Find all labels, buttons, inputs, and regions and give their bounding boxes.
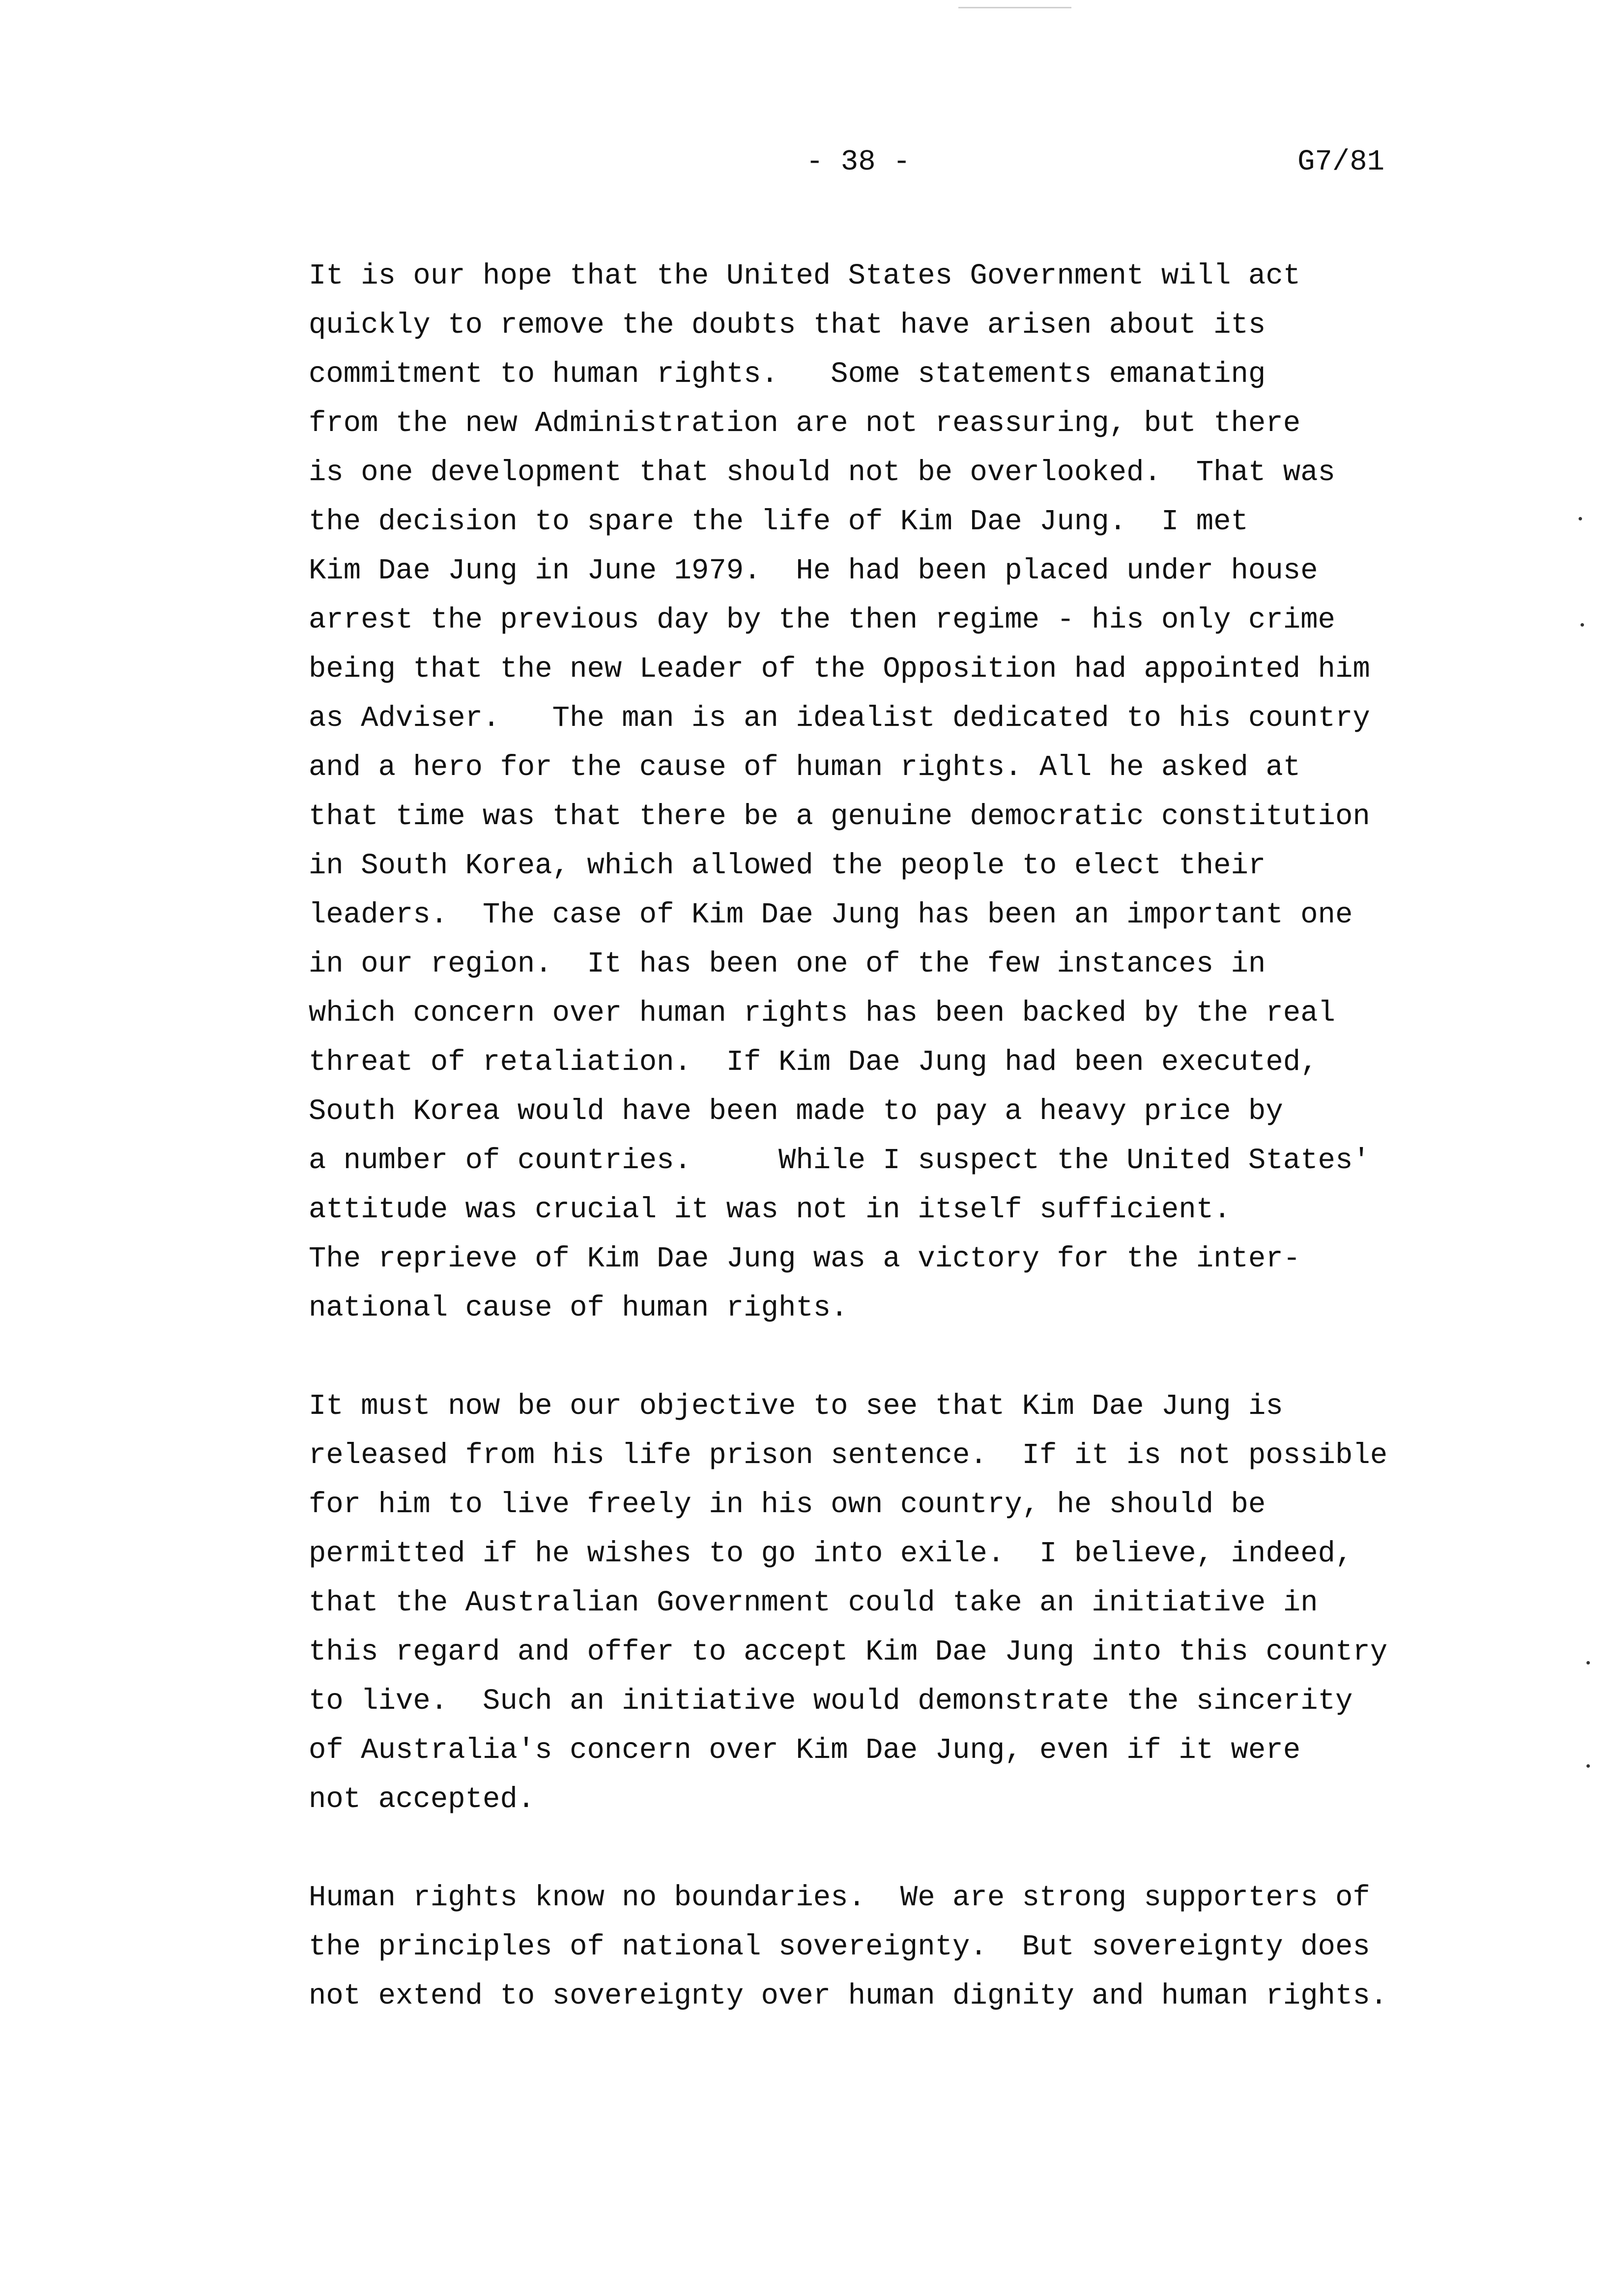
- text-line: as Adviser. The man is an idealist dedicated to his country: [309, 702, 1370, 735]
- margin-scan-mark: [1586, 1661, 1590, 1665]
- text-line: of Australia's concern over Kim Dae Jung, even if it were: [309, 1734, 1301, 1767]
- text-line: in our region. It has been one of the few instances in: [309, 947, 1266, 980]
- text-line: the decision to spare the life of Kim Dae Jung. I met: [309, 505, 1248, 538]
- text-line: attitude was crucial it was not in itself sufficient.: [309, 1193, 1231, 1226]
- text-line: this regard and offer to accept Kim Dae Jung into this country: [309, 1636, 1388, 1668]
- text-line: South Korea would have been made to pay a heavy price by: [309, 1095, 1283, 1128]
- text-line: threat of retaliation. If Kim Dae Jung had been executed,: [309, 1046, 1318, 1079]
- text-line: Kim Dae Jung in June 1979. He had been placed under house: [309, 554, 1318, 587]
- margin-scan-mark: [1586, 1764, 1590, 1768]
- text-line: from the new Administration are not reassuring, but there: [309, 407, 1301, 440]
- text-line: which concern over human rights has been backed by the real: [309, 997, 1335, 1030]
- text-line: permitted if he wishes to go into exile. I believe, indeed,: [309, 1537, 1353, 1570]
- text-line: It must now be our objective to see that Kim Dae Jung is: [309, 1390, 1283, 1423]
- text-line: Human rights know no boundaries. We are strong supporters of: [309, 1881, 1370, 1914]
- text-line: that time was that there be a genuine democratic constitution: [309, 800, 1370, 833]
- text-line: to live. Such an initiative would demonstrate the sincerity: [309, 1685, 1353, 1718]
- paragraph-3: [309, 1873, 1567, 2021]
- text-line: that the Australian Government could take an initiative in: [309, 1586, 1318, 1619]
- text-line: The reprieve of Kim Dae Jung was a victory for the inter-: [309, 1242, 1301, 1275]
- paragraph-gap: [309, 1333, 1567, 1382]
- paragraph-2: [309, 1382, 1567, 1824]
- document-body: [309, 252, 1567, 2021]
- text-line: and a hero for the cause of human rights. All he asked at: [309, 751, 1301, 784]
- text-line: quickly to remove the doubts that have arisen about its: [309, 309, 1266, 342]
- text-line: in South Korea, which allowed the people to elect their: [309, 849, 1266, 882]
- paragraph-gap: [309, 1824, 1567, 1873]
- text-line: the principles of national sovereignty. But sovereignty does: [309, 1930, 1370, 1963]
- text-line: for him to live freely in his own country, he should be: [309, 1488, 1266, 1521]
- page-number: - 38 -: [806, 145, 911, 178]
- paragraph-1: [309, 252, 1567, 1333]
- text-line: leaders. The case of Kim Dae Jung has been an important one: [309, 898, 1353, 931]
- text-line: released from his life prison sentence. If it is not possible: [309, 1439, 1388, 1472]
- text-line: being that the new Leader of the Opposition had appointed him: [309, 653, 1370, 686]
- margin-scan-mark: [1579, 517, 1582, 520]
- text-line: not extend to sovereignty over human dignity and human rights.: [309, 1980, 1388, 2012]
- document-reference: G7/81: [1297, 145, 1385, 178]
- text-line: commitment to human rights. Some statements emanating: [309, 358, 1266, 391]
- text-line: arrest the previous day by the then regime - his only crime: [309, 603, 1335, 636]
- text-line: It is our hope that the United States Government will act: [309, 259, 1301, 292]
- scan-smudge: [958, 7, 1071, 8]
- margin-scan-mark: [1581, 623, 1584, 627]
- text-line: is one development that should not be overlooked. That was: [309, 456, 1335, 489]
- text-line: national cause of human rights.: [309, 1292, 848, 1324]
- text-line: a number of countries. While I suspect the United States': [309, 1144, 1370, 1177]
- text-line: not accepted.: [309, 1783, 535, 1816]
